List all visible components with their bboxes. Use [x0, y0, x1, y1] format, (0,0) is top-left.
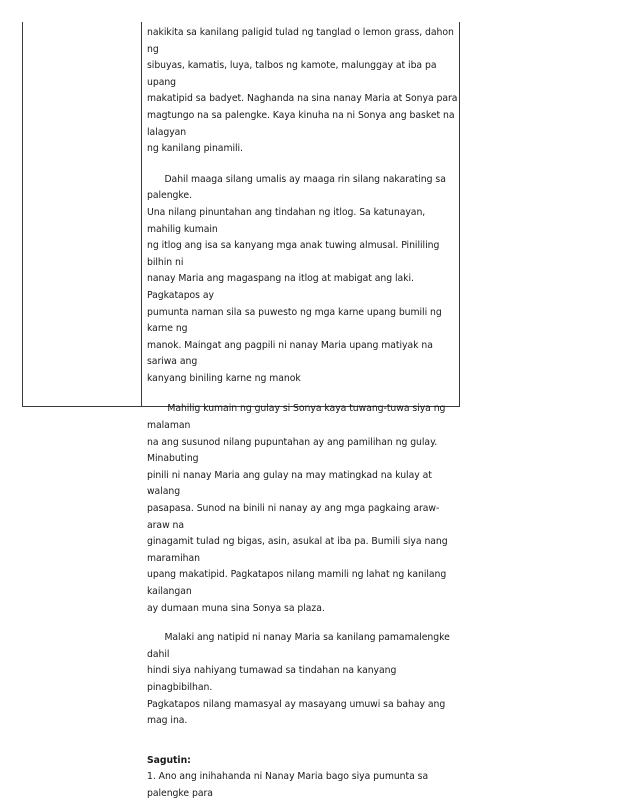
story-paragraph-1: nakikita sa kanilang paligid tulad ng tanglad o lemon grass, dahon ng sibuyas, kamatis, luya, talbos ng kamote, malunggay at iba pa upang makatipid sa badyet. Naghanda na sina nanay Maria at Sonya para magtungo na sa palengke. Kaya kinuha na ni Sonya ang basket na lalagyan ng kanilang pinamili.: [147, 27, 458, 155]
questions-heading: Sagutin:: [147, 754, 191, 766]
story-paragraph-2: Dahil maaga silang umalis ay maaga rin silang nakarating sa palengke. Una nilang pinuntahan ang tindahan ng itlog. Sa katunayan, mahilig kumain ng itlog ang isa sa kanyang mga anak tuwing almusal. Pinililing bilhin ni nanay Maria ang magaspang na itlog at mabigat ang laki. Pagkatapos ay pumunta naman sila sa puwesto ng mga karne upang bumili ng karne ng manok. Maingat ang pagpili ni nanay Maria upang matiyak na sariwa ang kanyang biniling karne ng manok: [147, 173, 446, 384]
story-paragraph-4: Malaki ang natipid ni nanay Maria sa kanilang pamamalengke dahil hindi siya nahiyang tumawad sa tindahan na kanyang pinagbibilhan. Pagkatapos nilang mamasyal ay masayang umuwi sa bahay ang mag ina.: [147, 632, 450, 727]
question-1: 1. Ano ang inihahanda ni Nanay Maria bago siya pumunta sa palengke para: [147, 771, 432, 799]
story-paragraph-3: Mahilig kumain ng gulay si Sonya kaya tuwang-tuwa siya ng malaman na ang susunod nilang pupuntahan ay ang pamilihan ng gulay. Minabuting pinili ni nanay Maria ang gulay na may matingkad na kulay at walang pasapasa. Sunod na binili ni nanay ay ang mga pagkaing araw-araw na ginagamit tulad ng bigas, asin, asukal at iba pa. Bumili siya nang maramihan upang makatipid. Pagkatapos nilang mamili ng lahat ng kanilang kailangan ay dumaan muna sina Sonya sa plaza.: [147, 403, 448, 614]
story-content: [147, 25, 459, 803]
column-divider: [141, 22, 142, 407]
